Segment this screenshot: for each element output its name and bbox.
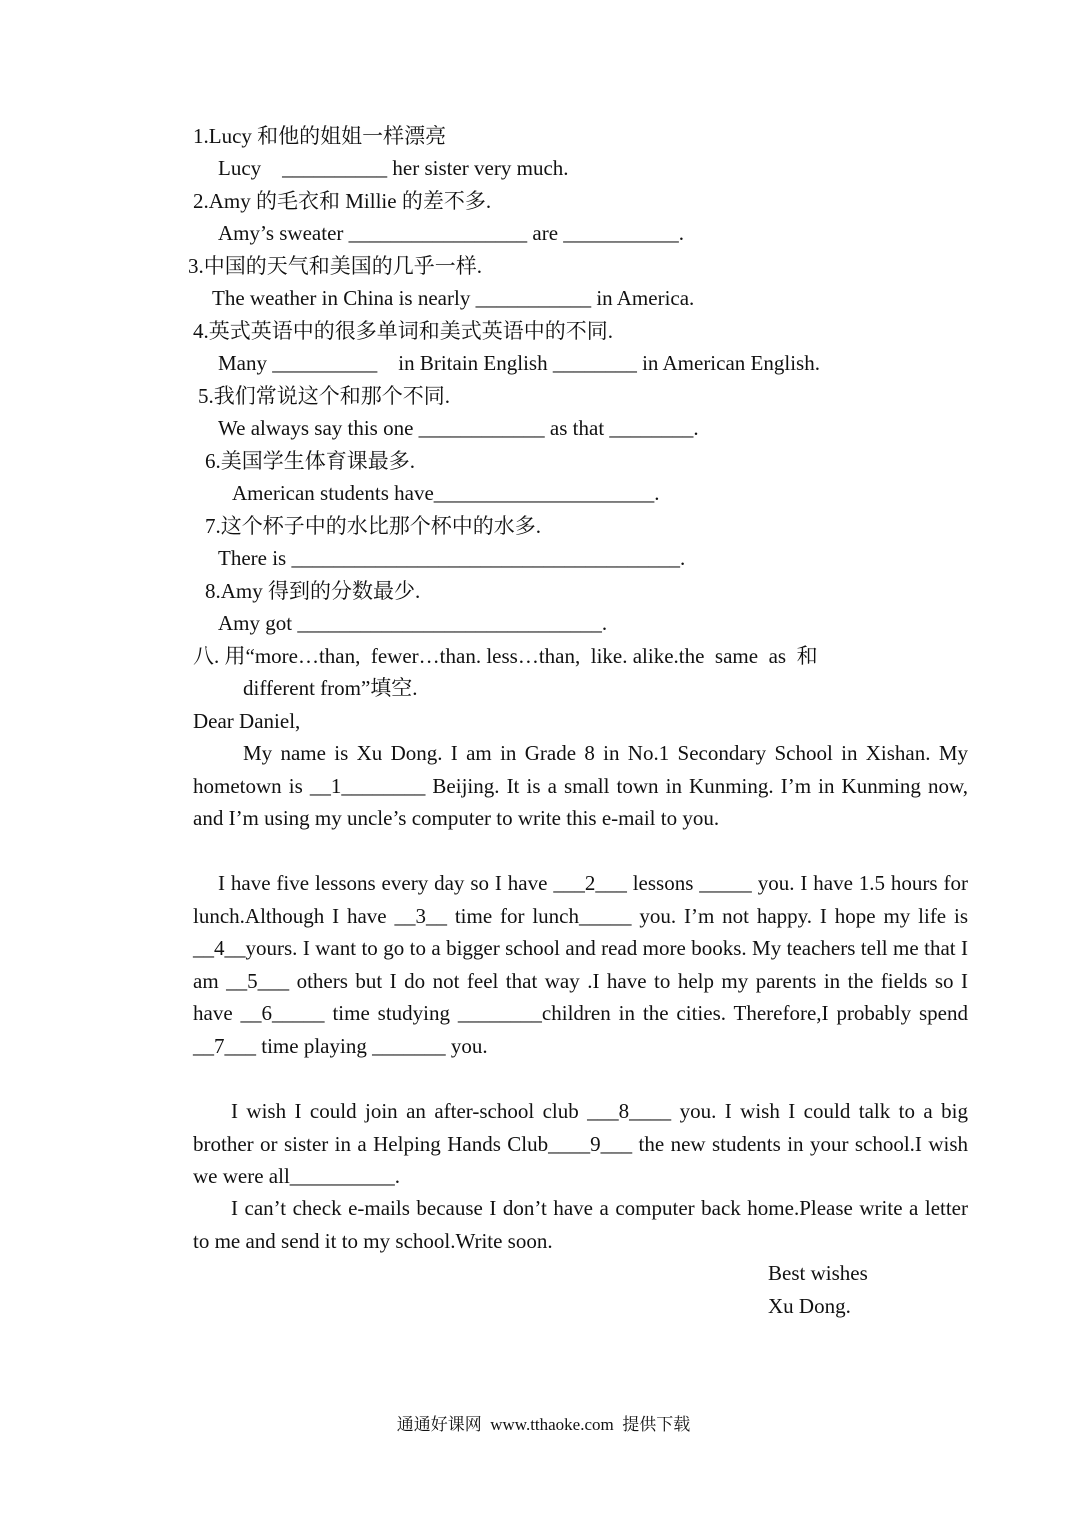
item-2-english: Amy’s sweater _________________ are ___________. [218, 221, 685, 245]
item-3-english: The weather in China is nearly ___________ in America. [212, 286, 695, 310]
item-7-chinese: 7.这个杯子中的水比那个杯中的水多. [205, 514, 541, 538]
item-6-chinese: 6.美国学生体育课最多. [205, 449, 415, 473]
item-1-english: Lucy __________ her sister very much. [218, 156, 569, 180]
letter-paragraph-2: I have five lessons every day so I have ___2___ lessons _____ you. I have 1.5 hours for lunch.Although I have __3__ time for lunch_____ you. I’m not happy. I hope my life is __4__yours. I want to go to a bigger school and read more books. My teachers tell me that I am __5___ others but I do not feel that way .I have to help my parents in the fields so I have __6_____ time studying ________children in the cities. Therefore,I probably spend __7___ time playing _______ you. [193, 871, 968, 1058]
page-footer: 通通好课网 www.tthaoke.com 提供下载 [396, 1415, 691, 1434]
item-5-chinese: 5.我们常说这个和那个不同. [198, 384, 450, 408]
letter-paragraph-1: My name is Xu Dong. I am in Grade 8 in No.1 Secondary School in Xishan. My hometown is __1________ Beijing. It is a small town in Kunming. I’m in Kunming now, and I’m using my uncle’s computer to write this e-mail to you. [193, 741, 968, 830]
item-4-chinese: 4.英式英语中的很多单词和美式英语中的不同. [193, 319, 613, 343]
letter-signature: Xu Dong. [768, 1294, 851, 1318]
section-heading: 八. 用“more…than, fewer…than. less…than, like. alike.the same as 和 [193, 644, 818, 668]
item-1-chinese: 1.Lucy 和他的姐姐一样漂亮 [193, 124, 447, 148]
item-8-chinese: 8.Amy 得到的分数最少. [205, 579, 421, 603]
letter-salutation: Dear Daniel, [193, 709, 301, 733]
item-8-english: Amy got _____________________________. [218, 611, 608, 635]
item-2-chinese: 2.Amy 的毛衣和 Millie 的差不多. [193, 189, 492, 213]
section-heading-continued: different from”填空. [243, 676, 418, 700]
item-7-english: There is _____________________________________. [218, 546, 686, 570]
item-4-english: Many __________ in Britain English ________ in American English. [218, 351, 820, 375]
item-6-english: American students have_____________________. [232, 481, 660, 505]
letter-paragraph-4: I can’t check e-mails because I don’t have a computer back home.Please write a letter to me and send it to my school.Write soon. [193, 1196, 968, 1253]
letter-paragraph-3: I wish I could join an after-school club ___8____ you. I wish I could talk to a big brother or sister in a Helping Hands Club____9___ the new students in your school.I wish we were all__________. [193, 1099, 968, 1188]
item-5-english: We always say this one ____________ as that ________. [218, 416, 699, 440]
item-3-chinese: 3.中国的天气和美国的几乎一样. [188, 254, 482, 278]
letter-closing: Best wishes [768, 1261, 868, 1285]
